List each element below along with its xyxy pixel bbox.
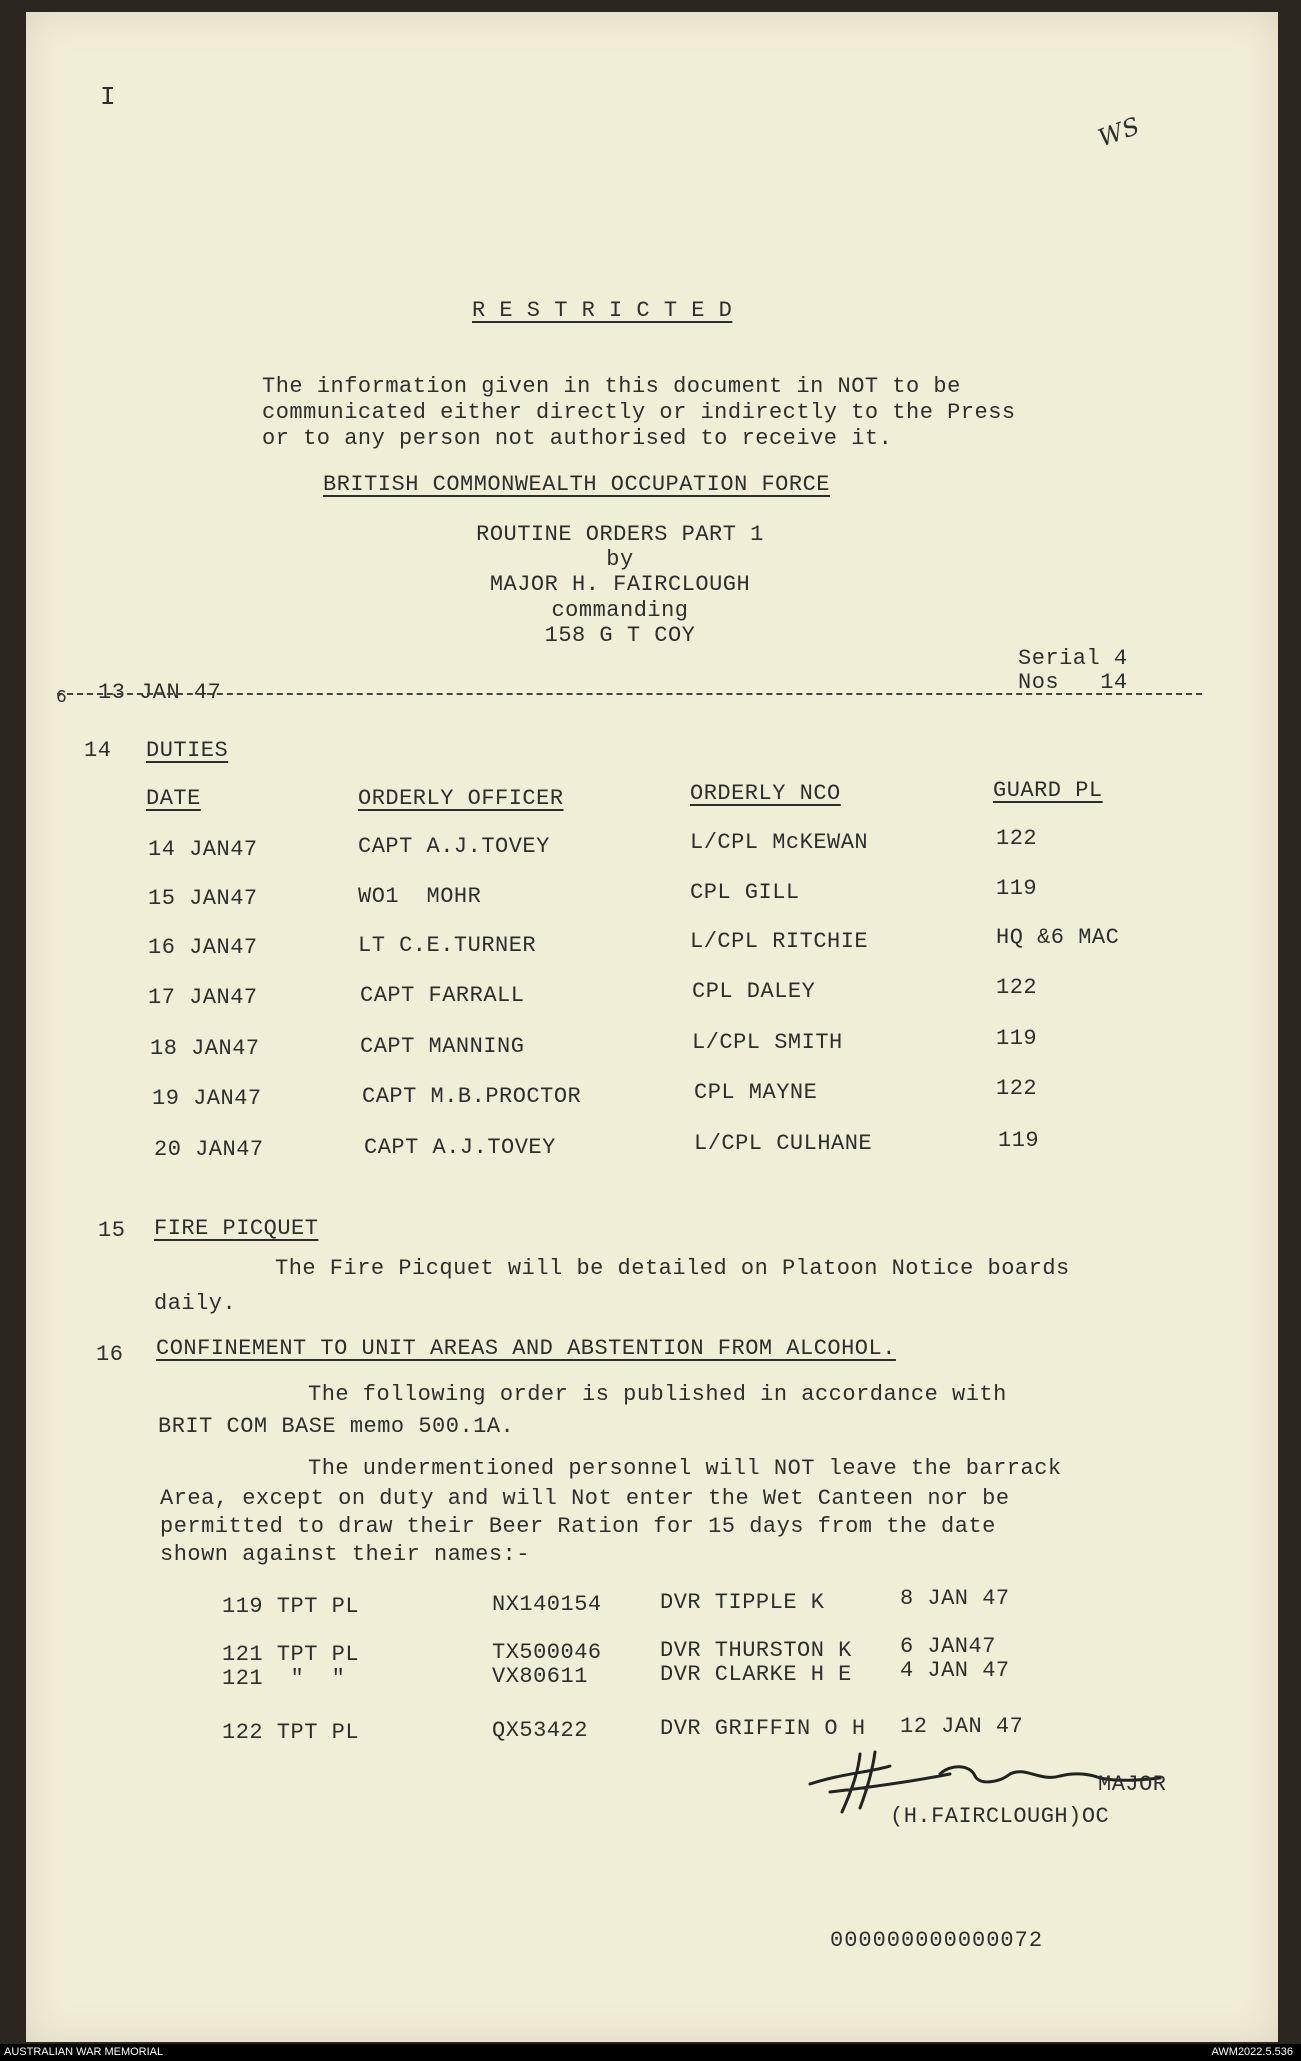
footer-accession-number: AWM2022.5.536 [1211,2046,1293,2058]
handwritten-initials: WS [1094,111,1144,153]
duty-date: 18 JAN47 [150,1036,260,1061]
notice-line-2: communicated either directly or indirectly to the Press [262,400,1016,425]
personnel-name: DVR THURSTON K [660,1638,852,1663]
order-para-1-line-2: BRIT COM BASE memo 500.1A. [158,1414,515,1439]
personnel-name: DVR GRIFFIN O H [660,1716,866,1741]
duty-officer: CAPT MANNING [360,1034,525,1059]
duty-guard: 119 [998,1128,1040,1153]
col-header-guard-pl: GUARD PL [993,778,1103,803]
duty-date: 16 JAN47 [148,935,258,960]
section-number-16: 16 [96,1342,124,1367]
duty-officer: CAPT FARRALL [360,983,525,1008]
personnel-name: DVR TIPPLE K [660,1590,825,1615]
duty-nco: L/CPL CULHANE [694,1131,873,1156]
footer-bar [0,2044,1301,2061]
duties-title: DUTIES [146,738,229,763]
personnel-number: NX140154 [492,1592,602,1617]
section-number-14: 14 [84,738,112,763]
personnel-number: QX53422 [492,1718,588,1743]
duty-guard: 119 [996,1026,1038,1051]
duty-date: 19 JAN47 [152,1086,262,1111]
by-line: by [606,547,634,572]
nos-number: Nos 14 [1018,670,1128,695]
col-header-orderly-nco: ORDERLY NCO [690,781,841,806]
duty-guard: 122 [996,1076,1038,1101]
duty-officer: LT C.E.TURNER [358,933,537,958]
personnel-number: TX500046 [492,1640,602,1665]
personnel-unit: 121 " " [222,1666,346,1691]
corner-mark: I [100,82,117,112]
fire-picquet-line-1: The Fire Picquet will be detailed on Platoon Notice boards [275,1256,1070,1281]
duty-date: 14 JAN47 [148,837,258,862]
signatory-rank: MAJOR [1098,1772,1167,1797]
fire-picquet-title: FIRE PICQUET [154,1216,319,1241]
personnel-date: 12 JAN 47 [900,1714,1024,1739]
commanding-line: commanding [551,598,689,623]
col-header-orderly-officer: ORDERLY OFFICER [358,786,564,811]
notice-line-1: The information given in this document in NOT to be [262,374,961,399]
col-header-date: DATE [146,786,201,811]
personnel-name: DVR CLARKE H E [660,1662,852,1687]
order-para-2-line-1: The undermentioned personnel will NOT leave the barrack [308,1456,1062,1481]
confinement-title: CONFINEMENT TO UNIT AREAS AND ABSTENTION FROM ALCOHOL. [156,1336,896,1361]
footer-institution: AUSTRALIAN WAR MEMORIAL [4,2046,164,2058]
duty-nco: L/CPL RITCHIE [690,929,869,954]
fire-picquet-line-2: daily. [154,1291,237,1316]
duty-date: 17 JAN47 [148,985,258,1010]
duty-nco: L/CPL SMITH [692,1030,843,1055]
section-number-15: 15 [98,1218,126,1243]
commander-name: MAJOR H. FAIRCLOUGH [489,572,751,597]
routine-orders-title: ROUTINE ORDERS PART 1 [476,522,764,547]
order-para-2-line-2: Area, except on duty and will Not enter the Wet Canteen nor be [160,1486,1010,1511]
duty-nco: L/CPL McKEWAN [690,830,869,855]
duty-guard: 122 [996,826,1038,851]
duty-officer: CAPT A.J.TOVEY [358,834,550,859]
personnel-date: 8 JAN 47 [900,1586,1010,1611]
page-number: 6 [56,688,68,708]
separator-line [57,693,1202,695]
order-para-1-line-1: The following order is published in accordance with [308,1382,1007,1407]
personnel-unit: 122 TPT PL [222,1720,360,1745]
restricted-heading: R E S T R I C T E D [472,298,733,323]
duty-guard: 122 [996,975,1038,1000]
personnel-unit: 121 TPT PL [222,1642,360,1667]
personnel-date: 4 JAN 47 [900,1658,1010,1683]
order-date: 13 JAN 47 [98,680,222,705]
org-title: BRITISH COMMONWEALTH OCCUPATION FORCE [323,472,830,497]
duty-nco: CPL MAYNE [694,1080,818,1105]
personnel-number: VX80611 [492,1664,588,1689]
order-para-2-line-4: shown against their names:- [160,1542,530,1567]
duty-date: 20 JAN47 [154,1137,264,1162]
duty-officer: CAPT A.J.TOVEY [364,1135,556,1160]
duty-guard: 119 [996,876,1038,901]
duty-nco: CPL GILL [690,880,800,905]
serial-number: Serial 4 [1018,646,1128,671]
duty-officer: WO1 MOHR [358,884,482,909]
unit-name: 158 G T COY [544,623,696,648]
duty-officer: CAPT M.B.PROCTOR [362,1084,582,1109]
duty-guard: HQ &6 MAC [996,925,1120,950]
signatory-name: (H.FAIRCLOUGH)OC [890,1804,1110,1829]
personnel-date: 6 JAN47 [900,1634,996,1659]
duty-nco: CPL DALEY [692,979,816,1004]
personnel-unit: 119 TPT PL [222,1594,360,1619]
duty-date: 15 JAN47 [148,886,258,911]
order-para-2-line-3: permitted to draw their Beer Ration for 15 days from the date [160,1514,996,1539]
notice-line-3: or to any person not authorised to receive it. [262,426,893,451]
document-barcode-number: 000000000000072 [830,1928,1044,1953]
